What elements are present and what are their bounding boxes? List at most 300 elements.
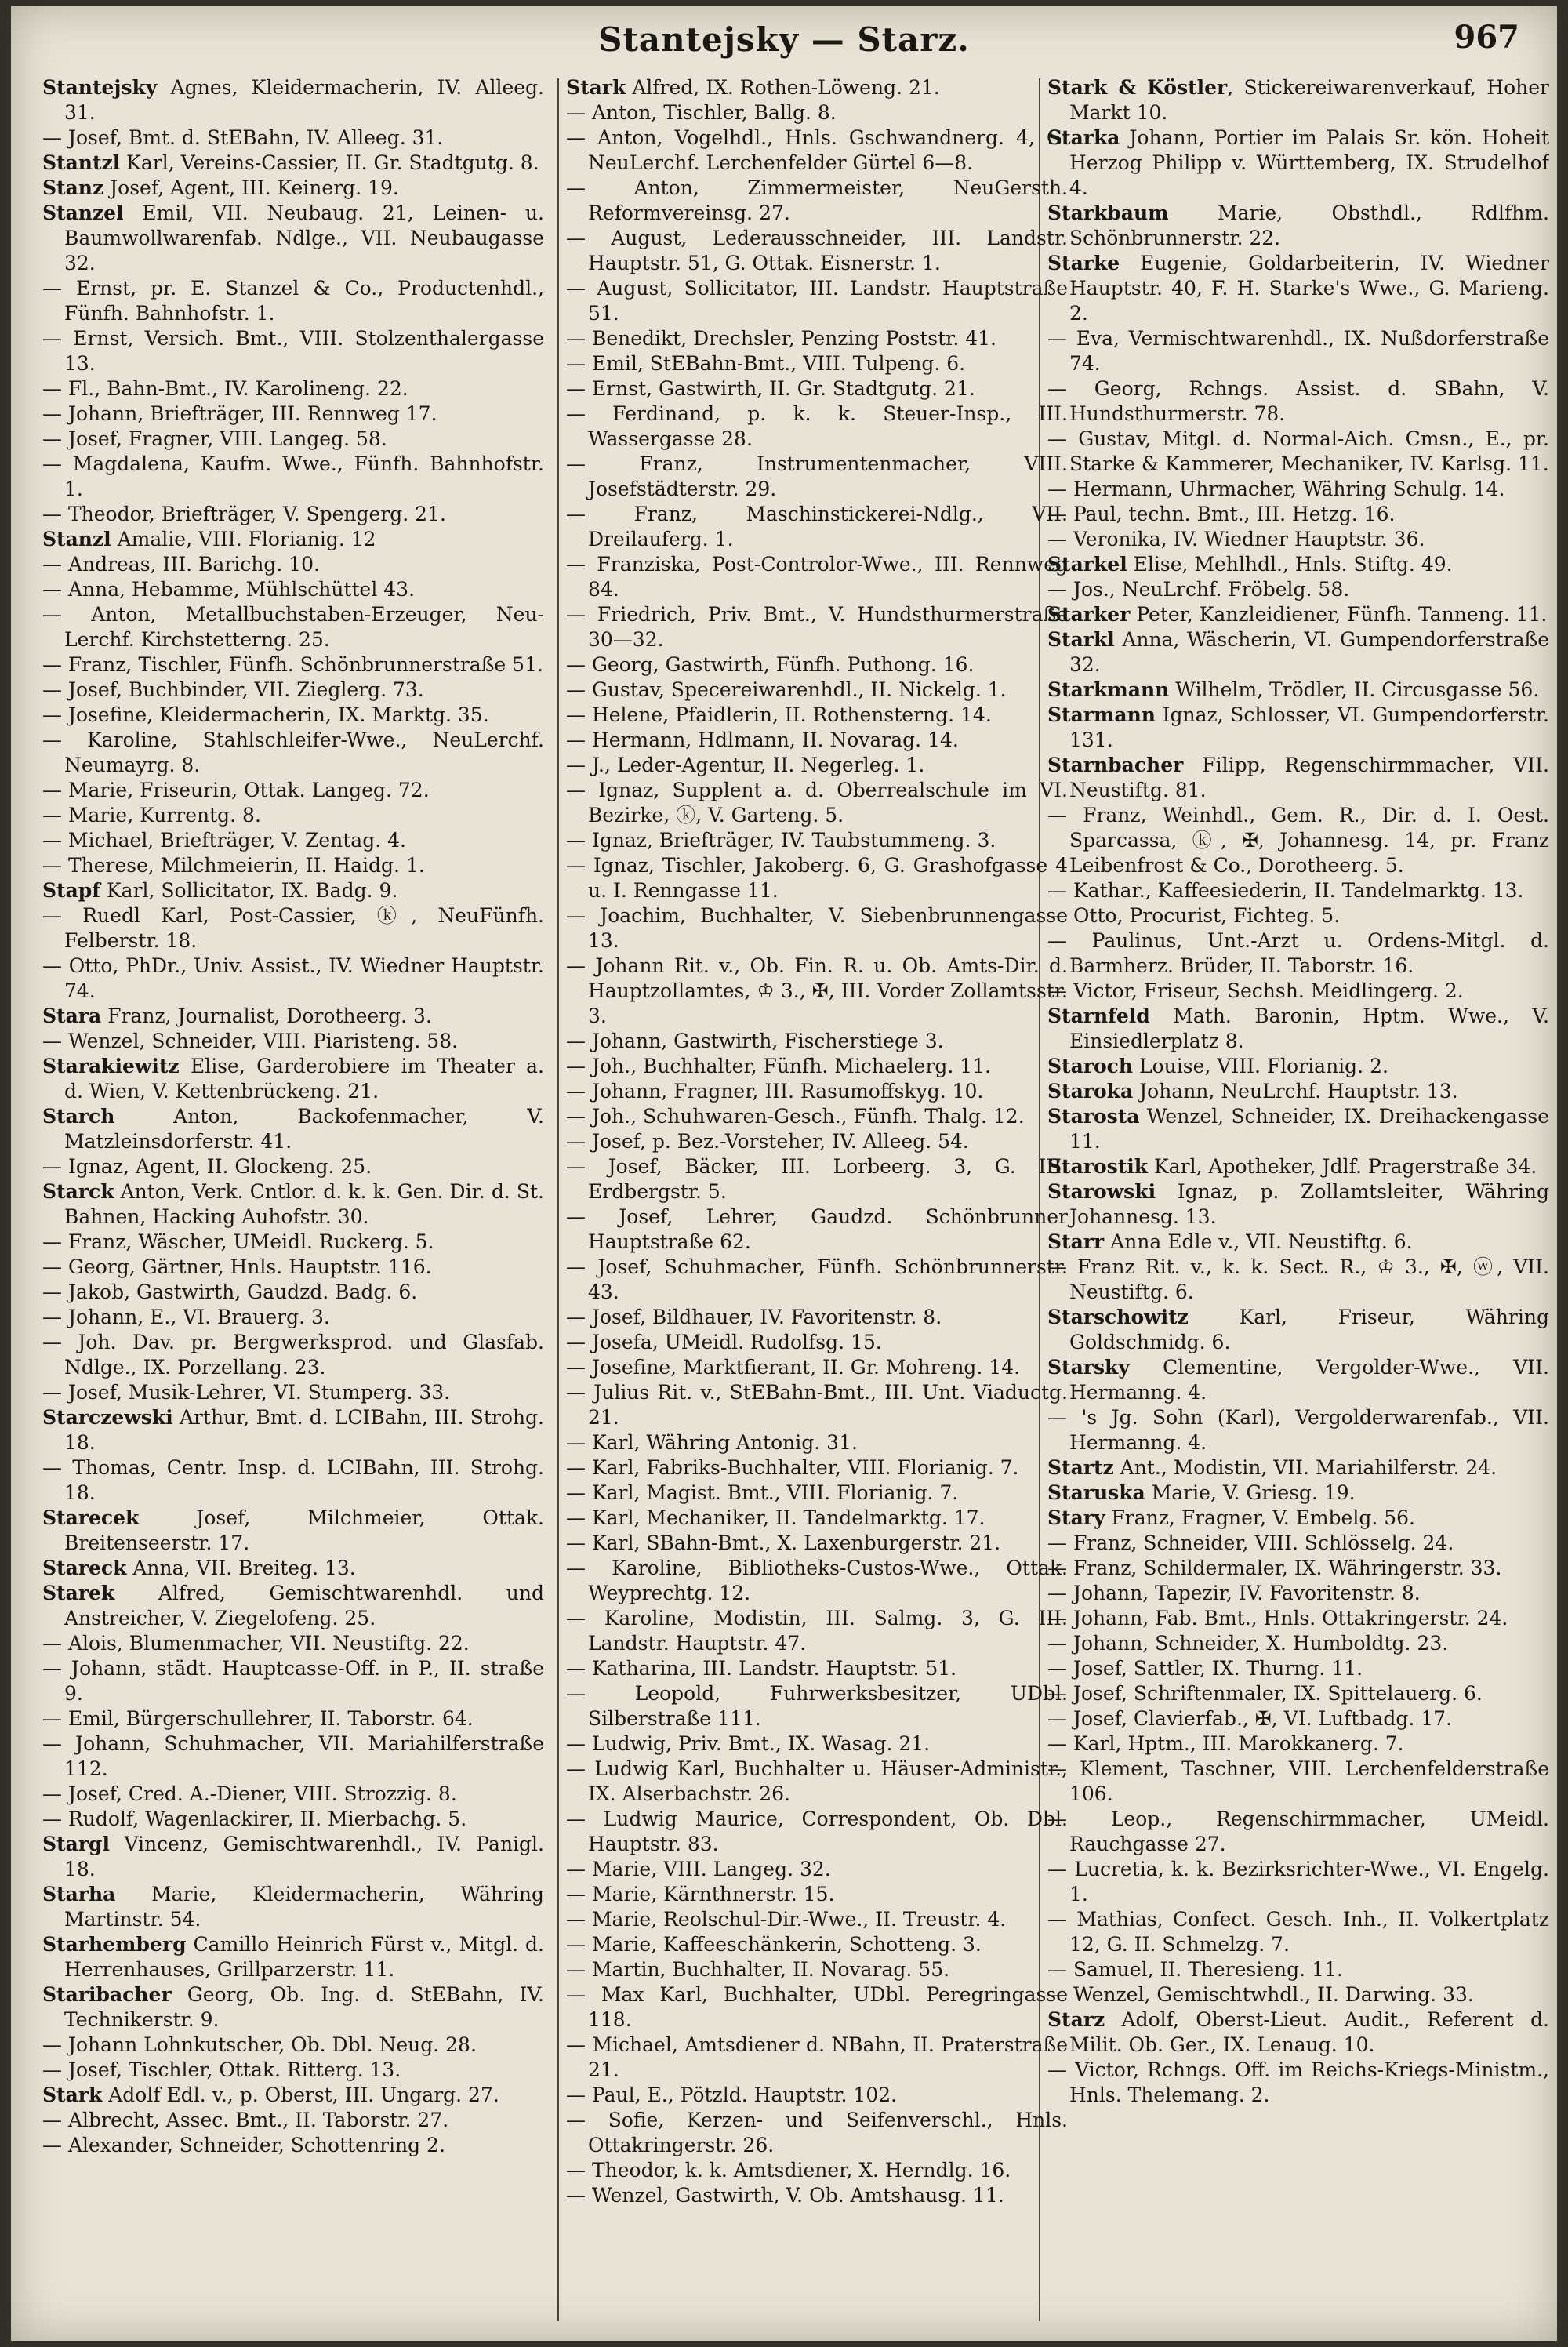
directory-entry: [42, 427, 544, 452]
entry-surname: Starschowitz: [1047, 1306, 1189, 1328]
directory-entry: [566, 1681, 1068, 1731]
directory-entry: [1047, 376, 1549, 427]
entry-details: — Franz, Tischler, Fünfh. Schönbrunnerstraße 51.: [42, 653, 543, 676]
entry-surname: Starker: [1047, 603, 1131, 626]
entry-surname: Stark: [566, 76, 626, 99]
entry-surname: Stark & Köstler: [1047, 76, 1228, 99]
directory-entry: [42, 1506, 544, 1556]
directory-entry: [42, 401, 544, 427]
directory-entry: [566, 452, 1068, 502]
entry-surname: Starka: [1047, 126, 1120, 149]
entry-details: — Jakob, Gastwirth, Gaudzd. Badg. 6.: [42, 1281, 418, 1303]
directory-entry: [566, 1982, 1068, 2033]
directory-entry: [566, 401, 1068, 452]
directory-entry: [1047, 1757, 1549, 1807]
entry-details: — Mathias, Confect. Gesch. Inh., II. Volkertplatz 12, G. II. Schmelzg. 7.: [1047, 1908, 1549, 1956]
entry-details: — Karl, Hptm., III. Marokkanerg. 7.: [1047, 1732, 1404, 1755]
directory-entry: [566, 1556, 1068, 1606]
entry-details: — Georg, Gärtner, Hnls. Hauptstr. 116.: [42, 1255, 432, 1278]
entry-details: — Karoline, Bibliotheks-Custos-Wwe., Ottak. Weyprechtg. 12.: [566, 1557, 1068, 1604]
directory-entry: [566, 1104, 1068, 1129]
entry-details: — Max Karl, Buchhalter, UDbl. Peregringasse 118.: [566, 1983, 1068, 2031]
entry-surname: Starowski: [1047, 1180, 1156, 1203]
directory-entry: [1047, 1581, 1549, 1606]
entry-details: — Josef, p. Bez.-Vorsteher, IV. Alleeg. 54.: [566, 1130, 969, 1153]
entry-details: Johann, NeuLrchf. Hauptstr. 13.: [1133, 1080, 1458, 1103]
entry-details: — Johann, Gastwirth, Fischerstiege 3.: [566, 1030, 944, 1052]
entry-details: — Johann, Fab. Bmt., Hnls. Ottakringerstr. 24.: [1047, 1607, 1508, 1629]
directory-entry: [566, 326, 1068, 351]
directory-entry: [1047, 577, 1549, 602]
entry-details: — Alois, Blumenmacher, VII. Neustiftg. 22.: [42, 1632, 470, 1655]
directory-entry: [1047, 552, 1549, 577]
entry-details: — Martin, Buchhalter, II. Novarag. 55.: [566, 1958, 950, 1981]
directory-entry: [1047, 201, 1549, 251]
entry-details: — Therese, Milchmeierin, II. Haidg. 1.: [42, 854, 425, 877]
entry-details: Franz, Fragner, V. Embelg. 56.: [1105, 1506, 1415, 1529]
directory-entry: [566, 176, 1068, 226]
entry-details: — Josef, Cred. A.-Diener, VIII. Strozzig. 8.: [42, 1782, 457, 1805]
entry-details: — Ernst, pr. E. Stanzel & Co., Productenhdl., Fünfh. Bahnhofstr. 1.: [42, 277, 544, 325]
entry-details: — Anton, Zimmermeister, NeuGersth. Reformvereinsg. 27.: [566, 176, 1068, 224]
entry-details: — Wenzel, Schneider, VIII. Piaristeng. 58.: [42, 1030, 459, 1052]
directory-entry: [1047, 903, 1549, 928]
entry-details: — Franziska, Post-Controlor-Wwe., III. Rennweg 84.: [566, 553, 1068, 601]
directory-entry: [1047, 1656, 1549, 1681]
entry-details: — Franz, Schneider, VIII. Schlösselg. 24.: [1047, 1531, 1454, 1554]
directory-entry: [566, 652, 1068, 678]
entry-details: Adolf, Oberst-Lieut. Audit., Referent d. Milit. Ob. Ger., IX. Lenaug. 10.: [1069, 2008, 1549, 2056]
directory-entry: [566, 1606, 1068, 1656]
directory-entry: [566, 954, 1068, 1029]
directory-entry: [1047, 1807, 1549, 1857]
entry-details: Alfred, Gemischtwarenhdl. und Anstreicher, V. Ziegelofeng. 25.: [64, 1582, 544, 1629]
directory-entry: [566, 125, 1068, 176]
entry-details: — Ernst, Versich. Bmt., VIII. Stolzenthalergasse 13.: [42, 327, 544, 375]
directory-entry: [1047, 627, 1549, 678]
entry-details: Karl, Vereins-Cassier, II. Gr. Stadtgutg. 8.: [120, 151, 539, 174]
entry-surname: Starostik: [1047, 1155, 1149, 1178]
entry-details: — Anton, Metallbuchstaben-Erzeuger, Neu-Lerchf. Kirchstetterng. 25.: [42, 603, 544, 651]
directory-entry: [566, 728, 1068, 753]
entry-details: — Paulinus, Unt.-Arzt u. Ordens-Mitgl. d. Barmherz. Brüder, II. Taborstr. 16.: [1047, 929, 1549, 977]
entry-details: Franz, Journalist, Dorotheerg. 3.: [101, 1005, 432, 1027]
entry-details: — Klement, Taschner, VIII. Lerchenfelderstraße 106.: [1047, 1757, 1549, 1805]
directory-entry: [42, 954, 544, 1004]
entry-details: — Theodor, Briefträger, V. Spengerg. 21.: [42, 503, 446, 525]
directory-entry: [42, 878, 544, 903]
directory-entry: [42, 1455, 544, 1506]
entry-surname: Staruska: [1047, 1481, 1145, 1504]
directory-entry: [1047, 803, 1549, 878]
directory-entry: [42, 151, 544, 176]
entry-details: — Michael, Amtsdiener d. NBahn, II. Praterstraße 21.: [566, 2033, 1068, 2081]
entry-details: — Albrecht, Assec. Bmt., II. Taborstr. 27.: [42, 2109, 449, 2131]
directory-entry: [566, 2183, 1068, 2208]
entry-details: — Kathar., Kaffeesiederin, II. Tandelmarktg. 13.: [1047, 879, 1524, 902]
entry-details: — Ignaz, Briefträger, IV. Taubstummeng. 3.: [566, 829, 996, 852]
entry-details: — Johann, Schuhmacher, VII. Mariahilferstraße 112.: [42, 1732, 544, 1780]
entry-surname: Starch: [42, 1105, 115, 1128]
entry-details: Elise, Garderobiere im Theater a. d. Wien, V. Kettenbrückeng. 21.: [64, 1055, 544, 1103]
entry-details: — Karl, Fabriks-Buchhalter, VIII. Florianig. 7.: [566, 1456, 1019, 1479]
entry-details: — Josef, Clavierfab., ✠, VI. Luftbadg. 17.: [1047, 1707, 1453, 1730]
entry-details: — Andreas, III. Barichg. 10.: [42, 553, 320, 576]
directory-entry: [566, 703, 1068, 728]
entry-surname: Stark: [42, 2084, 103, 2106]
entry-surname: Starnbacher: [1047, 754, 1184, 776]
entry-surname: Starr: [1047, 1230, 1105, 1253]
entry-surname: Staroch: [1047, 1055, 1134, 1077]
entry-details: Anna, VII. Breiteg. 13.: [126, 1557, 356, 1579]
entry-details: Wilhelm, Trödler, II. Circusgasse 56.: [1169, 678, 1540, 701]
entry-surname: Starek: [42, 1582, 115, 1604]
directory-entry: [42, 1932, 544, 1982]
directory-entry: [566, 853, 1068, 903]
directory-entry: [1047, 1731, 1549, 1757]
entry-details: — Marie, Kurrentg. 8.: [42, 804, 261, 827]
entry-details: — Johann Lohnkutscher, Ob. Dbl. Neug. 28.: [42, 2033, 477, 2056]
entry-details: — Ignaz, Supplent a. d. Oberrealschule im VI. Bezirke, ⓚ, V. Garteng. 5.: [566, 779, 1068, 827]
directory-entry: [42, 1556, 544, 1581]
entry-details: Marie, Kleidermacherin, Währing Martinstr. 54.: [64, 1883, 544, 1931]
entry-details: — Josef, Schuhmacher, Fünfh. Schönbrunnerstr. 43.: [566, 1255, 1068, 1303]
entry-details: Peter, Kanzleidiener, Fünfh. Tanneng. 11.: [1130, 603, 1548, 626]
entry-details: — Marie, VIII. Langeg. 32.: [566, 1858, 831, 1880]
directory-entry: [566, 75, 1068, 100]
directory-entry: [42, 1054, 544, 1104]
entry-details: Amalie, VIII. Florianig. 12: [111, 528, 376, 550]
entry-details: Georg, Ob. Ing. d. StEBahn, IV. Technikerstr. 9.: [64, 1983, 544, 2031]
page-header: [11, 6, 1557, 77]
entry-details: — Sofie, Kerzen- und Seifenverschl., Hnls. Ottakringerstr. 26.: [566, 2109, 1068, 2156]
entry-surname: Starha: [42, 1883, 116, 1906]
entry-details: — Franz, Weinhdl., Gem. R., Dir. d. I. Oest. Sparcassa, ⓚ, ✠, Johannesg. 14, pr. Franz Leibenfrost & Co., Dorotheerg. 5.: [1047, 804, 1549, 877]
entry-details: — Joh. Dav. pr. Bergwerksprod. und Glasfab. Ndlge., IX. Porzellang. 23.: [42, 1331, 544, 1379]
entry-details: — Josefine, Marktfierant, II. Gr. Mohreng. 14.: [566, 1356, 1021, 1379]
directory-entry: [42, 75, 544, 125]
directory-entry: [1047, 928, 1549, 979]
directory-entry: [566, 1204, 1068, 1255]
entry-details: — Emil, StEBahn-Bmt., VIII. Tulpeng. 6.: [566, 352, 966, 375]
entry-details: — Josef, Tischler, Ottak. Ritterg. 13.: [42, 2058, 401, 2081]
entry-details: — Karl, Magist. Bmt., VIII. Florianig. 7.: [566, 1481, 959, 1504]
entry-surname: Starkmann: [1047, 678, 1170, 701]
entry-surname: Starke: [1047, 252, 1120, 274]
entry-surname: Stanzel: [42, 202, 124, 224]
directory-entry: [566, 1731, 1068, 1757]
entry-details: — Michael, Briefträger, V. Zentag. 4.: [42, 829, 406, 852]
entry-details: — Marie, Kaffeeschänkerin, Schotteng. 3.: [566, 1933, 982, 1956]
entry-details: — Ludwig, Priv. Bmt., IX. Wasag. 21.: [566, 1732, 931, 1755]
directory-entry: [42, 2083, 544, 2108]
directory-entry: [1047, 477, 1549, 502]
directory-entry: [566, 1932, 1068, 1957]
entry-details: Josef, Milchmeier, Ottak. Breitenseerstr. 17.: [64, 1506, 544, 1554]
entry-details: — Marie, Kärnthnerstr. 15.: [566, 1883, 835, 1906]
directory-entry: [1047, 1455, 1549, 1480]
entry-details: Karl, Friseur, Währing Goldschmidg. 6.: [1069, 1306, 1549, 1353]
entry-details: Ignaz, Schlosser, VI. Gumpendorferstr. 131.: [1069, 703, 1549, 751]
directory-entry: [566, 276, 1068, 326]
entry-details: — Josef, Lehrer, Gaudzd. Schönbrunner Hauptstraße 62.: [566, 1205, 1068, 1253]
entry-details: — Franz, Wäscher, UMeidl. Ruckerg. 5.: [42, 1230, 434, 1253]
directory-entry: [566, 1807, 1068, 1857]
directory-entry: [42, 803, 544, 828]
directory-entry: [42, 1405, 544, 1455]
directory-entry: [566, 1882, 1068, 1907]
entry-details: — Benedikt, Drechsler, Penzing Poststr. 41.: [566, 327, 996, 350]
directory-entry: [1047, 75, 1549, 125]
directory-entry: [1047, 125, 1549, 201]
entry-details: — Alexander, Schneider, Schottenring 2.: [42, 2134, 445, 2156]
entry-surname: Staroka: [1047, 1080, 1134, 1103]
entry-details: — Hermann, Hdlmann, II. Novarag. 14.: [566, 728, 959, 751]
directory-entry: [566, 1480, 1068, 1506]
directory-entry: [42, 1029, 544, 1054]
entry-details: — Emil, Bürgerschullehrer, II. Taborstr. 64.: [42, 1707, 474, 1730]
directory-entry: [566, 678, 1068, 703]
entry-details: — Hermann, Uhrmacher, Währing Schulg. 14.: [1047, 478, 1505, 500]
directory-entry: [42, 652, 544, 678]
directory-entry: [42, 1882, 544, 1932]
entry-details: , Stickereiwarenverkauf, Hoher Markt 10.: [1069, 76, 1549, 124]
entry-details: — Josefa, UMeidl. Rudolfsg. 15.: [566, 1331, 882, 1353]
entry-details: — Wenzel, Gemischtwhdl., II. Darwing. 33.: [1047, 1983, 1474, 2006]
entry-details: — Magdalena, Kaufm. Wwe., Fünfh. Bahnhofstr. 1.: [42, 452, 544, 500]
entry-surname: Stareck: [42, 1557, 127, 1579]
entry-details: — Johann, E., VI. Brauerg. 3.: [42, 1306, 330, 1328]
entry-details: — Anton, Vogelhdl., Hnls. Gschwandnerg. 4, G. NeuLerchf. Lerchenfelder Gürtel 6—8.: [566, 126, 1068, 174]
entry-details: — Ignaz, Agent, II. Glockeng. 25.: [42, 1155, 372, 1178]
entry-details: — Karl, Währing Antonig. 31.: [566, 1431, 858, 1454]
entry-details: Karl, Apotheker, Jdlf. Pragerstraße 34.: [1148, 1155, 1537, 1178]
directory-entry: [1047, 1681, 1549, 1706]
entry-details: Alfred, IX. Rothen-Löweng. 21.: [626, 76, 940, 99]
directory-entry: [42, 527, 544, 552]
entry-details: — Johann, Schneider, X. Humboldtg. 23.: [1047, 1632, 1449, 1655]
directory-entry: [1047, 1631, 1549, 1656]
directory-entry: [1047, 1255, 1549, 1305]
entry-details: Eugenie, Goldarbeiterin, IV. Wiedner Hauptstr. 40, F. H. Starke's Wwe., G. Marieng. 2.: [1069, 252, 1549, 325]
directory-entry: [566, 100, 1068, 125]
directory-entry: [566, 1957, 1068, 1982]
directory-entry: [1047, 1706, 1549, 1731]
entry-details: — Josef, Bmt. d. StEBahn, IV. Alleeg. 31.: [42, 126, 444, 149]
entry-details: — Josef, Musik-Lehrer, VI. Stumperg. 33.: [42, 1381, 451, 1404]
entry-details: Elise, Mehlhdl., Hnls. Stiftg. 49.: [1127, 553, 1453, 576]
directory-entry: [566, 1255, 1068, 1305]
directory-entry: [42, 1656, 544, 1706]
entry-details: — Josef, Bäcker, III. Lorbeerg. 3, G. III. Erdbergstr. 5.: [566, 1155, 1068, 1203]
entry-surname: Starz: [1047, 2008, 1105, 2031]
entry-details: Vincenz, Gemischtwarenhdl., IV. Panigl. 18.: [64, 1833, 544, 1880]
page-number: 967: [1454, 19, 1519, 56]
entry-details: — Helene, Pfaidlerin, II. Rothensterng. 14.: [566, 703, 992, 726]
entry-details: — Georg, Rchngs. Assist. d. SBahn, V. Hundsthurmerstr. 78.: [1047, 377, 1549, 425]
entry-details: Anton, Backofenmacher, V. Matzleinsdorferstr. 41.: [64, 1105, 544, 1153]
entry-details: — Rudolf, Wagenlackirer, II. Mierbachg. 5.: [42, 1807, 467, 1830]
directory-column-1: [42, 75, 544, 2326]
directory-entry: [1047, 1230, 1549, 1255]
entry-details: Camillo Heinrich Fürst v., Mitgl. d. Herrenhauses, Grillparzerstr. 11.: [64, 1933, 544, 1981]
entry-details: — Samuel, II. Theresieng. 11.: [1047, 1958, 1343, 1981]
entry-details: — Eva, Vermischtwarenhdl., IX. Nußdorferstraße 74.: [1047, 327, 1549, 375]
directory-entry: [42, 176, 544, 201]
directory-entry: [42, 1782, 544, 1807]
directory-entry: [42, 1179, 544, 1230]
directory-entry: [566, 1054, 1068, 1079]
directory-entry: [566, 1531, 1068, 1556]
entry-details: — Katharina, III. Landstr. Hauptstr. 51.: [566, 1657, 957, 1680]
directory-entry: [1047, 326, 1549, 376]
entry-details: — Josef, Schriftenmaler, IX. Spittelauerg. 6.: [1047, 1682, 1483, 1705]
entry-details: — Joh., Buchhalter, Fünfh. Michaelerg. 11.: [566, 1055, 992, 1077]
entry-surname: Starsky: [1047, 1356, 1130, 1379]
directory-entry: [566, 226, 1068, 276]
entry-surname: Starnfeld: [1047, 1005, 1150, 1027]
entry-details: — Karoline, Modistin, III. Salmg. 3, G. III. Landstr. Hauptstr. 47.: [566, 1607, 1068, 1655]
entry-details: — Josef, Buchbinder, VII. Zieglerg. 73.: [42, 678, 424, 701]
entry-details: — Gustav, Mitgl. d. Normal-Aich. Cmsn., E., pr. Starke & Kammerer, Mechaniker, IV. Karlsg. 11.: [1047, 427, 1549, 475]
directory-entry: [42, 502, 544, 527]
directory-entry: [566, 2083, 1068, 2108]
entry-details: — Anna, Hebamme, Mühlschüttel 43.: [42, 578, 416, 601]
directory-entry: [566, 376, 1068, 401]
entry-surname: Stantejsky: [42, 76, 158, 99]
column-divider: [557, 78, 559, 2321]
directory-entry: [42, 602, 544, 652]
directory-entry: [42, 125, 544, 151]
directory-entry: [42, 678, 544, 703]
directory-entry: [566, 1305, 1068, 1330]
directory-entry: [42, 1832, 544, 1882]
directory-entry: [1047, 251, 1549, 326]
entry-details: — Gustav, Specereiwarenhdl., II. Nickelg. 1.: [566, 678, 1007, 701]
directory-entry: [566, 351, 1068, 376]
directory-entry: [566, 753, 1068, 778]
entry-details: — Karl, SBahn-Bmt., X. Laxenburgerstr. 21.: [566, 1531, 1001, 1554]
entry-details: Marie, V. Griesg. 19.: [1145, 1481, 1356, 1504]
directory-entry: [42, 1104, 544, 1154]
directory-entry: [42, 201, 544, 276]
entry-details: — Ruedl Karl, Post-Cassier, ⓚ, NeuFünfh. Felberstr. 18.: [42, 904, 544, 952]
directory-entry: [566, 2033, 1068, 2083]
entry-details: Ignaz, p. Zollamtsleiter, Währing Johannesg. 13.: [1069, 1180, 1549, 1228]
entry-details: Arthur, Bmt. d. LCIBahn, III. Strohg. 18.: [64, 1406, 544, 1454]
directory-entry: [566, 2108, 1068, 2158]
directory-entry: [566, 1857, 1068, 1882]
directory-entry: [42, 778, 544, 803]
directory-entry: [1047, 1556, 1549, 1581]
entry-details: — Franz, Instrumentenmacher, VIII. Josefstädterstr. 29.: [566, 452, 1068, 500]
directory-entry: [1047, 1305, 1549, 1355]
entry-details: — Theodor, k. k. Amtsdiener, X. Herndlg. 16.: [566, 2159, 1011, 2182]
entry-details: Karl, Sollicitator, IX. Badg. 9.: [100, 879, 398, 902]
entry-surname: Staribacher: [42, 1983, 172, 2006]
entry-surname: Stanz: [42, 176, 104, 199]
directory-entry: [1047, 979, 1549, 1004]
entry-surname: Starhemberg: [42, 1933, 187, 1956]
entry-details: — Johann Rit. v., Ob. Fin. R. u. Ob. Amts-Dir. d. Hauptzollamtes, ♔ 3., ✠, III. Vorder Zollamtsstr. 3.: [566, 954, 1068, 1027]
entry-details: Marie, Obsthdl., Rdlfhm. Schönbrunnerstr. 22.: [1069, 202, 1549, 249]
entry-surname: Stara: [42, 1005, 102, 1027]
entry-details: — Joh., Schuhwaren-Gesch., Fünfh. Thalg. 12.: [566, 1105, 1025, 1128]
entry-details: — Ludwig Karl, Buchhalter u. Häuser-Administr., IX. Alserbachstr. 26.: [566, 1757, 1068, 1805]
entry-details: Josef, Agent, III. Keinerg. 19.: [103, 176, 399, 199]
directory-entry: [1047, 878, 1549, 903]
directory-entry: [1047, 1054, 1549, 1079]
directory-entry: [566, 903, 1068, 954]
entry-details: Emil, VII. Neubaug. 21, Leinen- u. Baumwollwarenfab. Ndlge., VII. Neubaugasse 32.: [64, 202, 544, 274]
entry-surname: Starmann: [1047, 703, 1156, 726]
directory-column-2: [566, 75, 1068, 2326]
directory-entry: [1047, 1355, 1549, 1405]
directory-entry: [566, 778, 1068, 828]
entry-details: Filipp, Regenschirmmacher, VII. Neustiftg. 81.: [1069, 754, 1549, 801]
directory-entry: [42, 903, 544, 954]
directory-entry: [1047, 2007, 1549, 2058]
directory-entry: [566, 1029, 1068, 1054]
directory-entry: [1047, 1506, 1549, 1531]
entry-surname: Stary: [1047, 1506, 1105, 1529]
entry-details: Anton, Verk. Cntlor. d. k. k. Gen. Dir. d. St. Bahnen, Hacking Auhofstr. 30.: [64, 1180, 544, 1228]
entry-details: Math. Baronin, Hptm. Wwe., V. Einsiedlerplatz 8.: [1069, 1005, 1549, 1052]
directory-entry: [42, 1380, 544, 1405]
directory-entry: [42, 2133, 544, 2158]
directory-entry: [42, 376, 544, 401]
entry-details: — 's Jg. Sohn (Karl), Vergolderwarenfab., VII. Hermanng. 4.: [1047, 1406, 1549, 1454]
entry-details: — Paul, E., Pötzld. Hauptstr. 102.: [566, 2084, 898, 2106]
directory-entry: [42, 853, 544, 878]
directory-entry: [566, 502, 1068, 552]
entry-details: Johann, Portier im Palais Sr. kön. Hoheit Herzog Philipp v. Württemberg, IX. Strudelhof 4.: [1069, 126, 1549, 199]
entry-surname: Starosta: [1047, 1105, 1140, 1128]
entry-details: — Josef, Bildhauer, IV. Favoritenstr. 8.: [566, 1306, 942, 1328]
entry-details: — Anton, Tischler, Ballg. 8.: [566, 101, 837, 124]
entry-surname: Starczewski: [42, 1406, 173, 1429]
directory-entry: [566, 1430, 1068, 1455]
directory-entry: [42, 728, 544, 778]
directory-entry: [42, 276, 544, 326]
directory-entry: [1047, 502, 1549, 527]
directory-entry: [1047, 1907, 1549, 1957]
directory-entry: [1047, 1004, 1549, 1054]
entry-details: — August, Sollicitator, III. Landstr. Hauptstraße 51.: [566, 277, 1068, 325]
entry-details: — Johann, Tapezir, IV. Favoritenstr. 8.: [1047, 1582, 1421, 1604]
entry-surname: Starakiewitz: [42, 1055, 180, 1077]
directory-entry: [566, 1154, 1068, 1204]
entry-surname: Starck: [42, 1180, 114, 1203]
directory-entry: [566, 1506, 1068, 1531]
directory-entry: [566, 1355, 1068, 1380]
directory-column-3: [1047, 75, 1549, 2326]
directory-entry: [42, 452, 544, 502]
entry-details: — Thomas, Centr. Insp. d. LCIBahn, III. Strohg. 18.: [42, 1456, 544, 1504]
entry-details: — Paul, techn. Bmt., III. Hetzg. 16.: [1047, 503, 1396, 525]
directory-entry: [1047, 1982, 1549, 2007]
entry-details: — Otto, Procurist, Fichteg. 5.: [1047, 904, 1341, 927]
entry-details: — Johann, städt. Hauptcasse-Off. in P., II. straße 9.: [42, 1657, 544, 1705]
entry-surname: Stanzl: [42, 528, 111, 550]
directory-entry: [42, 1255, 544, 1280]
directory-entry: [566, 1129, 1068, 1154]
entry-details: — Lucretia, k. k. Bezirksrichter-Wwe., VI. Engelg. 1.: [1047, 1858, 1549, 1906]
directory-entry: [42, 1280, 544, 1305]
directory-entry: [42, 828, 544, 853]
directory-entry: [42, 1004, 544, 1029]
entry-details: — Veronika, IV. Wiedner Hauptstr. 36.: [1047, 528, 1425, 550]
